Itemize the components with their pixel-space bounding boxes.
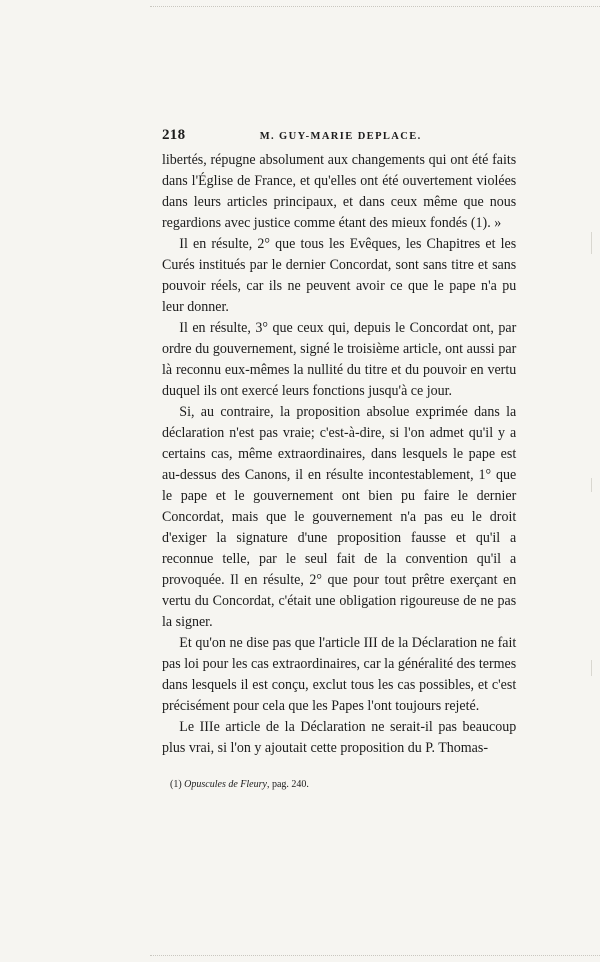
paragraph-2: Il en résulte, 2° que tous les Evêques, les Chapitres et les Curés institués par le dernier Concordat, sont sans titre et sans pouvoir réels, car ils ne peuvent avoir ce que le pape n'a pu leur donner. <box>162 236 517 315</box>
page-header <box>162 127 516 149</box>
page-bottom-edge <box>150 955 600 956</box>
footnote-page-ref: , pag. 240. <box>266 779 309 790</box>
paragraph-6: Le IIIe article de la Déclaration ne serait-il pas beaucoup plus vrai, si l'on y ajoutait cette proposition du P. Thomas- <box>162 719 517 756</box>
page-number: 218 <box>162 127 186 143</box>
footnote-source: Opuscules de Fleury <box>184 779 267 790</box>
book-page <box>162 127 516 790</box>
footnotes <box>162 779 516 790</box>
footnote-marker: (1) <box>170 779 182 790</box>
paragraph-3: Il en résulte, 3° que ceux qui, depuis le Concordat ont, par ordre du gouvernement, signé le troisième article, ont aussi par là reconnu eux-mêmes la nullité du titre et du pouvoir en vertu duquel ils ont exercé leurs fonctions jusqu'à ce jour. <box>162 320 517 399</box>
margin-mark <box>591 660 592 676</box>
margin-mark <box>591 478 592 492</box>
footnote-1 <box>170 779 309 790</box>
page-top-edge <box>150 6 600 7</box>
paragraph-5: Et qu'on ne dise pas que l'article III de la Déclaration ne fait pas loi pour les cas extraordinaires, car la généralité des termes dans lesquels il est conçu, exclut tous les cas possibles, et c'est précisément pour cela que les Papes l'ont toujours rejeté. <box>162 635 517 714</box>
running-title: M. GUY-MARIE DEPLACE. <box>259 131 422 142</box>
margin-mark <box>591 232 592 254</box>
paragraph-4: Si, au contraire, la proposition absolue exprimée dans la déclaration n'est pas vraie; c'est-à-dire, si l'on admet qu'il y a certains cas, même extraordinaires, dans lesquels le pape est au-dessus des Canons, il en résulte incontestablement, 1° que le pape et le gouvernement ont bien pu faire le dernier Concordat, mais que le gouvernement n'a pas eu le droit d'exiger la signature d'une proposition fausse et qu'il a reconnue telle, par le seul fait de la convention qu'il a provoquée. Il en résulte, 2° que pour tout prêtre exerçant en vertu du Concordat, c'était une obligation rigoureuse de ne pas la signer. <box>162 404 517 630</box>
paragraph-1: libertés, répugne absolument aux changements qui ont été faits dans l'Église de France, et qu'elles ont été ouvertement violées dans leurs articles principaux, et dans ceux même que nous regardions avec justice comme étant des mieux fondés (1). » <box>162 152 517 231</box>
